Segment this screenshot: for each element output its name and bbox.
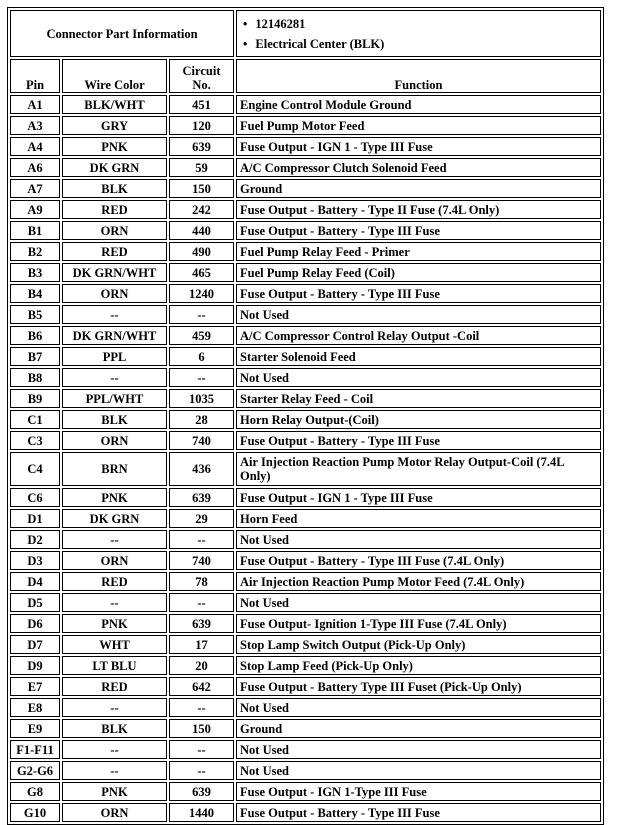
- wire-color-cell: RED: [62, 242, 167, 261]
- pin-cell: E7: [10, 677, 60, 696]
- pin-cell: C6: [10, 488, 60, 507]
- pin-cell: G10: [10, 803, 60, 822]
- wire-color-cell: ORN: [62, 551, 167, 570]
- wire-color-cell: --: [62, 530, 167, 549]
- table-row: [10, 116, 601, 135]
- pin-cell: D3: [10, 551, 60, 570]
- function-cell: Stop Lamp Feed (Pick-Up Only): [236, 656, 601, 675]
- pin-cell: B4: [10, 284, 60, 303]
- table-row: [10, 158, 601, 177]
- function-cell: Fuse Output - IGN 1-Type III Fuse: [236, 782, 601, 801]
- table-row: [10, 740, 601, 759]
- function-cell: Fuel Pump Relay Feed - Primer: [236, 242, 601, 261]
- function-cell: Not Used: [236, 761, 601, 780]
- pin-cell: C4: [10, 452, 60, 486]
- circuit-cell: 740: [169, 551, 234, 570]
- table-row: [10, 488, 601, 507]
- wire-color-cell: BLK: [62, 410, 167, 429]
- wire-color-cell: RED: [62, 677, 167, 696]
- table-row: [10, 179, 601, 198]
- circuit-cell: 459: [169, 326, 234, 345]
- table-row: [10, 452, 601, 486]
- function-cell: Engine Control Module Ground: [236, 95, 601, 114]
- table-row: [10, 242, 601, 261]
- wire-color-cell: --: [62, 368, 167, 387]
- pin-cell: F1-F11: [10, 740, 60, 759]
- part-number: • 12146281: [243, 14, 597, 34]
- function-cell: Fuse Output - Battery - Type III Fuse: [236, 284, 601, 303]
- function-cell: Fuse Output - IGN 1 - Type III Fuse: [236, 488, 601, 507]
- table-row: [10, 782, 601, 801]
- table-row: [10, 509, 601, 528]
- wire-color-cell: PNK: [62, 137, 167, 156]
- function-cell: Fuse Output - Battery Type III Fuset (Pick-Up Only): [236, 677, 601, 696]
- table-row: [10, 389, 601, 408]
- function-cell: Fuse Output - Battery - Type III Fuse: [236, 803, 601, 822]
- circuit-header: Circuit No.: [169, 59, 234, 93]
- connector-info-row: [10, 10, 601, 57]
- circuit-cell: 6: [169, 347, 234, 366]
- wire-color-cell: PNK: [62, 782, 167, 801]
- pin-cell: G8: [10, 782, 60, 801]
- function-cell: Stop Lamp Switch Output (Pick-Up Only): [236, 635, 601, 654]
- table-row: [10, 305, 601, 324]
- circuit-cell: 120: [169, 116, 234, 135]
- function-cell: A/C Compressor Clutch Solenoid Feed: [236, 158, 601, 177]
- function-cell: Not Used: [236, 593, 601, 612]
- electrical-center-label: • Electrical Center (BLK): [243, 34, 597, 54]
- circuit-cell: 1440: [169, 803, 234, 822]
- function-cell: Starter Solenoid Feed: [236, 347, 601, 366]
- pin-cell: A6: [10, 158, 60, 177]
- function-cell: Horn Feed: [236, 509, 601, 528]
- pin-cell: B5: [10, 305, 60, 324]
- wire-color-cell: DK GRN: [62, 158, 167, 177]
- wire-color-cell: ORN: [62, 431, 167, 450]
- table-row: [10, 326, 601, 345]
- pin-cell: A7: [10, 179, 60, 198]
- circuit-cell: 740: [169, 431, 234, 450]
- circuit-cell: 490: [169, 242, 234, 261]
- circuit-cell: --: [169, 698, 234, 717]
- table-row: [10, 137, 601, 156]
- table-row: [10, 761, 601, 780]
- pin-cell: A1: [10, 95, 60, 114]
- pin-cell: B1: [10, 221, 60, 240]
- wire-color-cell: ORN: [62, 221, 167, 240]
- table-row: [10, 719, 601, 738]
- pin-cell: D6: [10, 614, 60, 633]
- connector-pinout-table: [7, 7, 604, 825]
- function-cell: Fuse Output - IGN 1 - Type III Fuse: [236, 137, 601, 156]
- table-row: [10, 635, 601, 654]
- function-cell: Horn Relay Output-(Coil): [236, 410, 601, 429]
- function-cell: Starter Relay Feed - Coil: [236, 389, 601, 408]
- circuit-cell: --: [169, 305, 234, 324]
- circuit-cell: 440: [169, 221, 234, 240]
- pin-header: Pin: [10, 59, 60, 93]
- pin-cell: B6: [10, 326, 60, 345]
- function-cell: Not Used: [236, 305, 601, 324]
- circuit-cell: --: [169, 530, 234, 549]
- table-row: [10, 200, 601, 219]
- circuit-cell: --: [169, 761, 234, 780]
- circuit-cell: 1035: [169, 389, 234, 408]
- function-cell: Air Injection Reaction Pump Motor Feed (7.4L Only): [236, 572, 601, 591]
- circuit-cell: 17: [169, 635, 234, 654]
- pin-cell: D7: [10, 635, 60, 654]
- pin-cell: B9: [10, 389, 60, 408]
- function-cell: Fuse Output - Battery - Type II Fuse (7.4L Only): [236, 200, 601, 219]
- wire-color-cell: BLK: [62, 179, 167, 198]
- wire-color-cell: PPL: [62, 347, 167, 366]
- circuit-cell: 29: [169, 509, 234, 528]
- table-row: [10, 431, 601, 450]
- function-cell: Fuse Output- Ignition 1-Type III Fuse (7.4L Only): [236, 614, 601, 633]
- pin-cell: B8: [10, 368, 60, 387]
- table-row: [10, 221, 601, 240]
- function-cell: Fuel Pump Relay Feed (Coil): [236, 263, 601, 282]
- circuit-cell: 242: [169, 200, 234, 219]
- header-row: [10, 59, 601, 93]
- function-cell: Fuse Output - Battery - Type III Fuse: [236, 221, 601, 240]
- table-row: [10, 572, 601, 591]
- circuit-cell: 20: [169, 656, 234, 675]
- pin-cell: A3: [10, 116, 60, 135]
- connector-part-info-values: [236, 10, 601, 57]
- circuit-cell: 150: [169, 179, 234, 198]
- table-row: [10, 263, 601, 282]
- circuit-cell: 639: [169, 782, 234, 801]
- table-row: [10, 530, 601, 549]
- circuit-cell: 1240: [169, 284, 234, 303]
- wire-color-cell: GRY: [62, 116, 167, 135]
- circuit-cell: 451: [169, 95, 234, 114]
- wire-color-cell: DK GRN/WHT: [62, 326, 167, 345]
- wire-color-cell: --: [62, 761, 167, 780]
- wire-color-cell: ORN: [62, 803, 167, 822]
- circuit-cell: --: [169, 593, 234, 612]
- pin-cell: A9: [10, 200, 60, 219]
- function-cell: A/C Compressor Control Relay Output -Coil: [236, 326, 601, 345]
- pin-cell: E8: [10, 698, 60, 717]
- circuit-cell: 639: [169, 488, 234, 507]
- wire-color-cell: --: [62, 305, 167, 324]
- wire-color-cell: PNK: [62, 614, 167, 633]
- circuit-cell: 639: [169, 137, 234, 156]
- circuit-cell: 78: [169, 572, 234, 591]
- circuit-cell: --: [169, 368, 234, 387]
- wire-color-cell: WHT: [62, 635, 167, 654]
- table-row: [10, 347, 601, 366]
- circuit-cell: 465: [169, 263, 234, 282]
- table-row: [10, 614, 601, 633]
- wire-color-cell: DK GRN: [62, 509, 167, 528]
- wire-color-cell: BRN: [62, 452, 167, 486]
- wire-color-cell: PPL/WHT: [62, 389, 167, 408]
- wire-color-cell: --: [62, 698, 167, 717]
- pin-cell: D5: [10, 593, 60, 612]
- wire-color-cell: ORN: [62, 284, 167, 303]
- function-header: Function: [236, 59, 601, 93]
- circuit-cell: 28: [169, 410, 234, 429]
- pin-cell: D2: [10, 530, 60, 549]
- connector-part-info-label: Connector Part Information: [10, 10, 234, 57]
- table-row: [10, 284, 601, 303]
- table-row: [10, 551, 601, 570]
- wire-color-cell: BLK: [62, 719, 167, 738]
- pin-cell: D4: [10, 572, 60, 591]
- table-row: [10, 677, 601, 696]
- function-cell: Air Injection Reaction Pump Motor Relay Output-Coil (7.4L Only): [236, 452, 601, 486]
- pin-cell: G2-G6: [10, 761, 60, 780]
- wire-color-cell: RED: [62, 572, 167, 591]
- table-row: [10, 368, 601, 387]
- function-cell: Ground: [236, 179, 601, 198]
- circuit-cell: 59: [169, 158, 234, 177]
- circuit-cell: 150: [169, 719, 234, 738]
- table-row: [10, 95, 601, 114]
- pin-cell: B3: [10, 263, 60, 282]
- wire-color-cell: --: [62, 740, 167, 759]
- function-cell: Fuse Output - Battery - Type III Fuse: [236, 431, 601, 450]
- function-cell: Not Used: [236, 698, 601, 717]
- table-row: [10, 656, 601, 675]
- wire-color-cell: RED: [62, 200, 167, 219]
- wire-color-cell: LT BLU: [62, 656, 167, 675]
- pin-cell: C1: [10, 410, 60, 429]
- table-row: [10, 410, 601, 429]
- circuit-cell: 642: [169, 677, 234, 696]
- pin-cell: B2: [10, 242, 60, 261]
- function-cell: Ground: [236, 719, 601, 738]
- wire-color-header: Wire Color: [62, 59, 167, 93]
- function-cell: Fuse Output - Battery - Type III Fuse (7.4L Only): [236, 551, 601, 570]
- function-cell: Not Used: [236, 530, 601, 549]
- wire-color-cell: BLK/WHT: [62, 95, 167, 114]
- table-row: [10, 803, 601, 822]
- table-row: [10, 593, 601, 612]
- function-cell: Not Used: [236, 368, 601, 387]
- wire-color-cell: DK GRN/WHT: [62, 263, 167, 282]
- pin-cell: D1: [10, 509, 60, 528]
- wire-color-cell: --: [62, 593, 167, 612]
- table-row: [10, 698, 601, 717]
- circuit-cell: 639: [169, 614, 234, 633]
- function-cell: Not Used: [236, 740, 601, 759]
- circuit-cell: --: [169, 740, 234, 759]
- pin-cell: A4: [10, 137, 60, 156]
- function-cell: Fuel Pump Motor Feed: [236, 116, 601, 135]
- pin-cell: C3: [10, 431, 60, 450]
- pin-cell: E9: [10, 719, 60, 738]
- pin-cell: B7: [10, 347, 60, 366]
- circuit-cell: 436: [169, 452, 234, 486]
- wire-color-cell: PNK: [62, 488, 167, 507]
- pin-cell: D9: [10, 656, 60, 675]
